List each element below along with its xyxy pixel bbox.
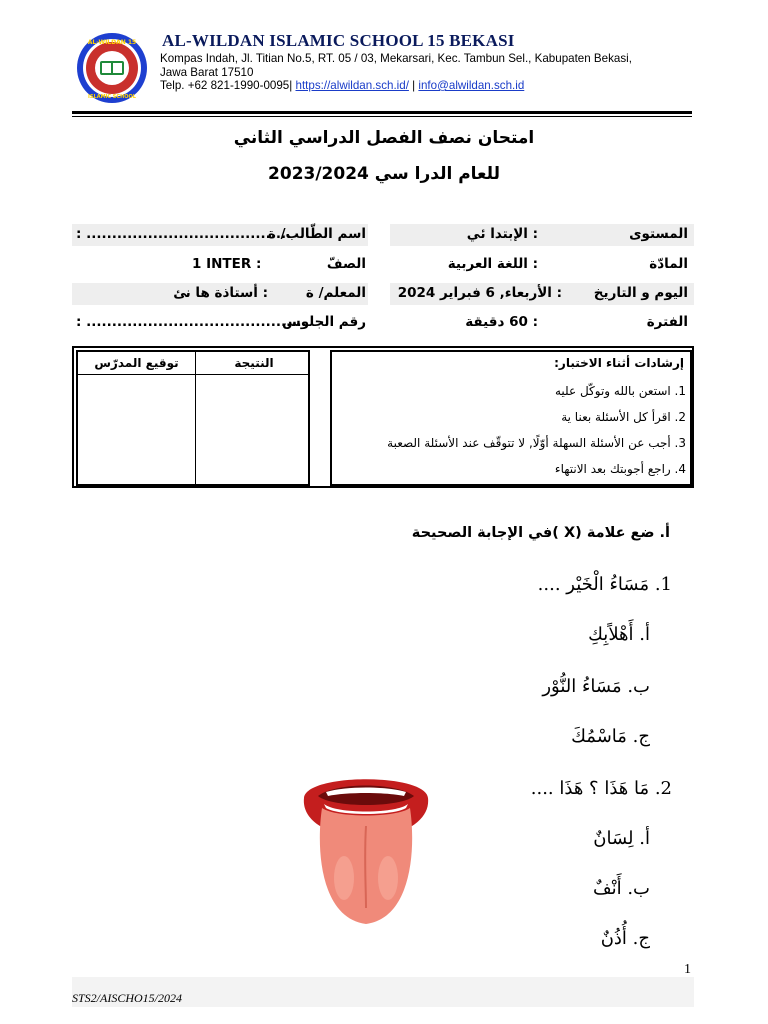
svg-text:ISLAMIC SCHOOL: ISLAMIC SCHOOL xyxy=(88,94,136,100)
subject-value: : اللغة العربية xyxy=(447,256,538,272)
result-header: النتيجة xyxy=(234,356,274,370)
question-2-stem: 2. مَا هَذَا ؟ هَذَا .... xyxy=(530,778,672,799)
duration-label: الفترة xyxy=(646,314,688,330)
address-line-1: Kompas Indah, Jl. Titian No.5, RT. 05 / 03, Mekarsari, Kec. Tambun Sel., Kabupaten Bekasi, xyxy=(160,52,632,65)
teacher-signature-header: توقيع المدرّس xyxy=(94,356,179,370)
header-rule-thick xyxy=(72,111,692,114)
svg-text:AL-WILDAN 15: AL-WILDAN 15 xyxy=(87,39,137,46)
instruction-item: 1. استعن بالله وتوكّل عليه xyxy=(554,384,686,398)
date-label: اليوم و التاريخ xyxy=(593,285,688,301)
exam-year: للعام الدرا سي 2023/2024 xyxy=(268,164,500,184)
seat-number-field[interactable]: : ........................................... xyxy=(76,314,307,330)
instruction-item: 4. راجع أجوبتك بعد الانتهاء xyxy=(554,462,686,476)
question-1-option-a[interactable]: أ. أَهْلاًبِكِ xyxy=(588,624,650,645)
level-value: : الإبتدا ئي xyxy=(466,226,538,242)
page-number: 1 xyxy=(684,962,691,977)
question-2-option-c[interactable]: ج. أُذُنٌ xyxy=(600,928,650,949)
question-2-option-b[interactable]: ب. أَنْفٌ xyxy=(592,878,650,899)
score-table xyxy=(76,350,310,486)
teacher-value: : أستاذة ها نئ xyxy=(173,285,268,301)
section-title: أ. ضع علامة (X )في الإجابة الصحيحة xyxy=(411,525,670,541)
contact-separator: | xyxy=(412,79,416,92)
class-label: الصفّ xyxy=(326,256,366,272)
instructions-title: إرشادات أثناء الاختبار: xyxy=(554,356,684,370)
question-1-stem: 1. مَسَاءُ الْخَيْر .... xyxy=(537,574,672,595)
footer-code: STS2/AISCHO15/2024 xyxy=(72,991,183,1005)
question-1-option-b[interactable]: ب. مَسَاءُ النُّوْر xyxy=(542,676,650,697)
seat-number-label: رقم الجلوس xyxy=(282,314,366,330)
phone-text: Telp. +62 821-1990-0095| xyxy=(160,79,293,92)
question-1-option-c[interactable]: ج. مَاسْمُكَ xyxy=(571,726,650,747)
question-2-option-a[interactable]: أ. لِسَانٌ xyxy=(593,828,650,849)
level-label: المستوى xyxy=(629,226,688,242)
teacher-label: المعلم/ ة xyxy=(305,285,366,301)
duration-value: : 60 دقيقة xyxy=(465,314,538,330)
date-value: : الأربعاء, 6 فبراير 2024 xyxy=(397,285,562,301)
student-name-field[interactable]: : ........................................ xyxy=(76,226,292,242)
school-address xyxy=(160,52,705,93)
school-name: AL-WILDAN ISLAMIC SCHOOL 15 BEKASI xyxy=(162,31,515,50)
instruction-item: 2. اقرأ كل الأسئلة بعنا ية xyxy=(561,410,686,424)
subject-label: المادّة xyxy=(649,256,688,272)
instruction-item: 3. أجب عن الأسئلة السهلة أوّلًا, لا تتوقّف عند الأسئلة الصعبة xyxy=(387,436,686,450)
header-rule-thin xyxy=(72,116,692,117)
contact-line xyxy=(160,79,705,93)
address-line-2: Jawa Barat 17510 xyxy=(160,65,254,79)
class-value: 1 INTER : xyxy=(192,256,262,272)
email-link[interactable]: info@alwildan.sch.id xyxy=(418,79,525,92)
student-name-label: اسم الطّالب/ ة xyxy=(267,226,366,242)
website-link[interactable]: https://alwildan.sch.id/ xyxy=(295,79,409,92)
score-table-divider xyxy=(195,352,196,484)
school-logo xyxy=(76,32,148,104)
tongue-illustration xyxy=(296,768,436,928)
exam-title: امتحان نصف الفصل الدراسي الثاني xyxy=(233,128,535,148)
